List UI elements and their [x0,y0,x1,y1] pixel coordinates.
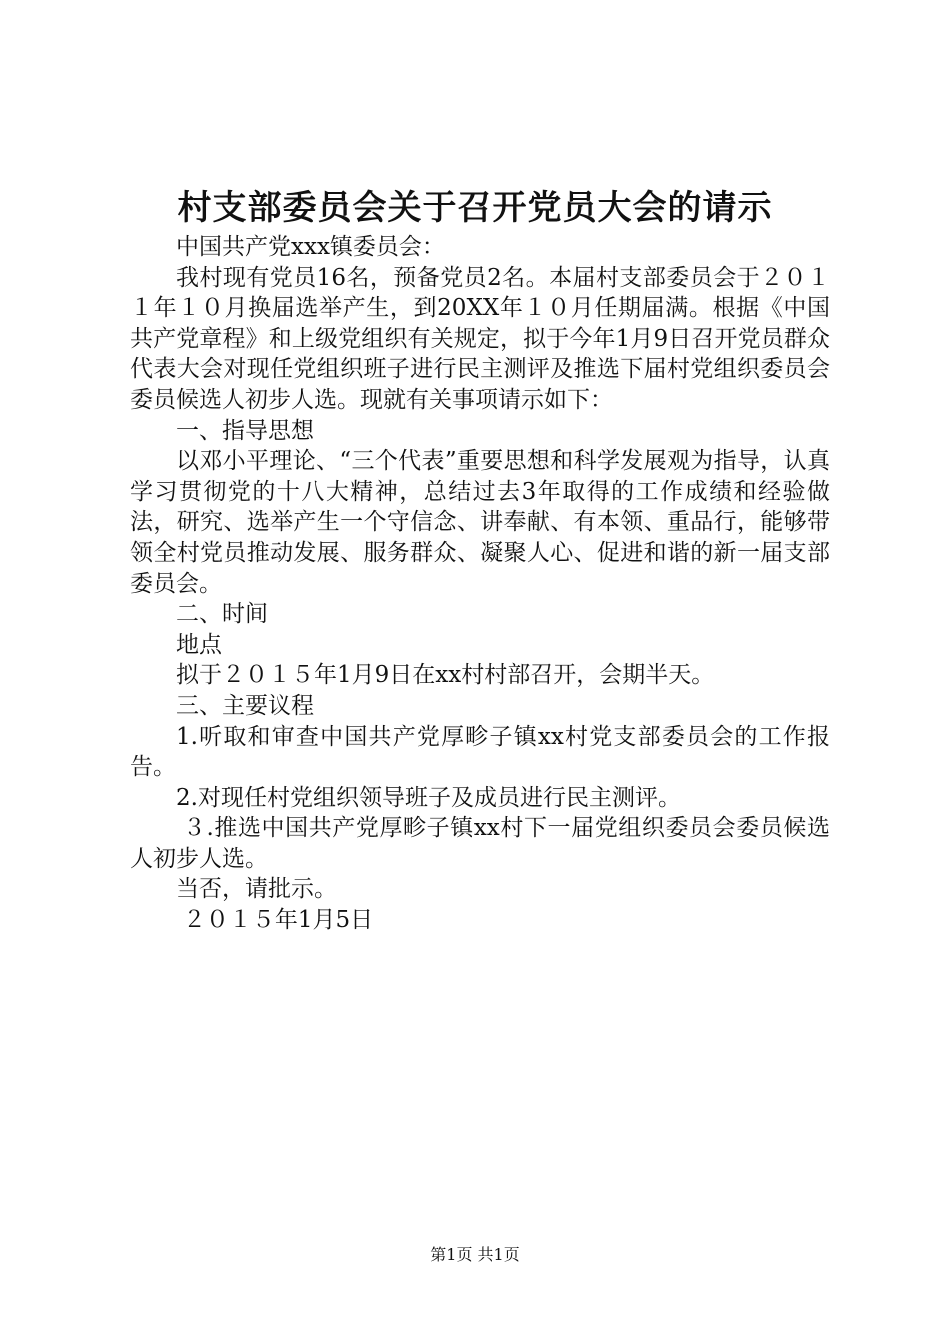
paragraph-intro: 我村现有党员16名，预备党员2名。本届村支部委员会于２０１１年１０月换届选举产生，到20XX年１０月任期届满。根据《中国共产党章程》和上级党组织有关规定，拟于今年1月9日召开党员群众代表大会对现任党组织班子进行民主测评及推选下届村党组织委员会委员候选人初步人选。现就有关事项请示如下： [130,264,830,413]
heading-agenda: 三、主要议程 [176,692,314,719]
heading-location: 地点 [176,631,222,658]
salutation: 中国共产党xxx镇委员会： [176,234,445,260]
document-body [130,232,830,936]
paragraph-time-location: 拟于２０１５年1月9日在xx村村部召开，会期半天。 [176,662,715,689]
paragraph-guiding-ideology: 以邓小平理论、“三个代表”重要思想和科学发展观为指导，认真学习贯彻党的十八大精神，总结过去3年取得的工作成绩和经验做法，研究、选举产生一个守信念、讲奉献、有本领、重品行，能够带领全村党员推动发展、服务群众、凝聚人心、促进和谐的新一届支部委员会。 [130,448,830,597]
document-title: 村支部委员会关于召开党员大会的请示 [177,188,773,228]
heading-guiding-ideology: 一、指导思想 [176,417,314,444]
document-date: ２０１５年1月5日 [182,907,374,934]
agenda-item-2: 2.对现任村党组织领导班子及成员进行民主测评。 [176,784,681,811]
agenda-item-1: 1.听取和审查中国共产党厚畛子镇xx村党支部委员会的工作报告。 [130,723,830,781]
heading-time: 二、时间 [176,601,268,628]
page-number-footer: 第1页 共1页 [430,1245,520,1264]
closing-request: 当否，请批示。 [176,876,337,903]
agenda-item-3: ３.推选中国共产党厚畛子镇xx村下一届党组织委员会委员候选人初步人选。 [130,815,830,872]
